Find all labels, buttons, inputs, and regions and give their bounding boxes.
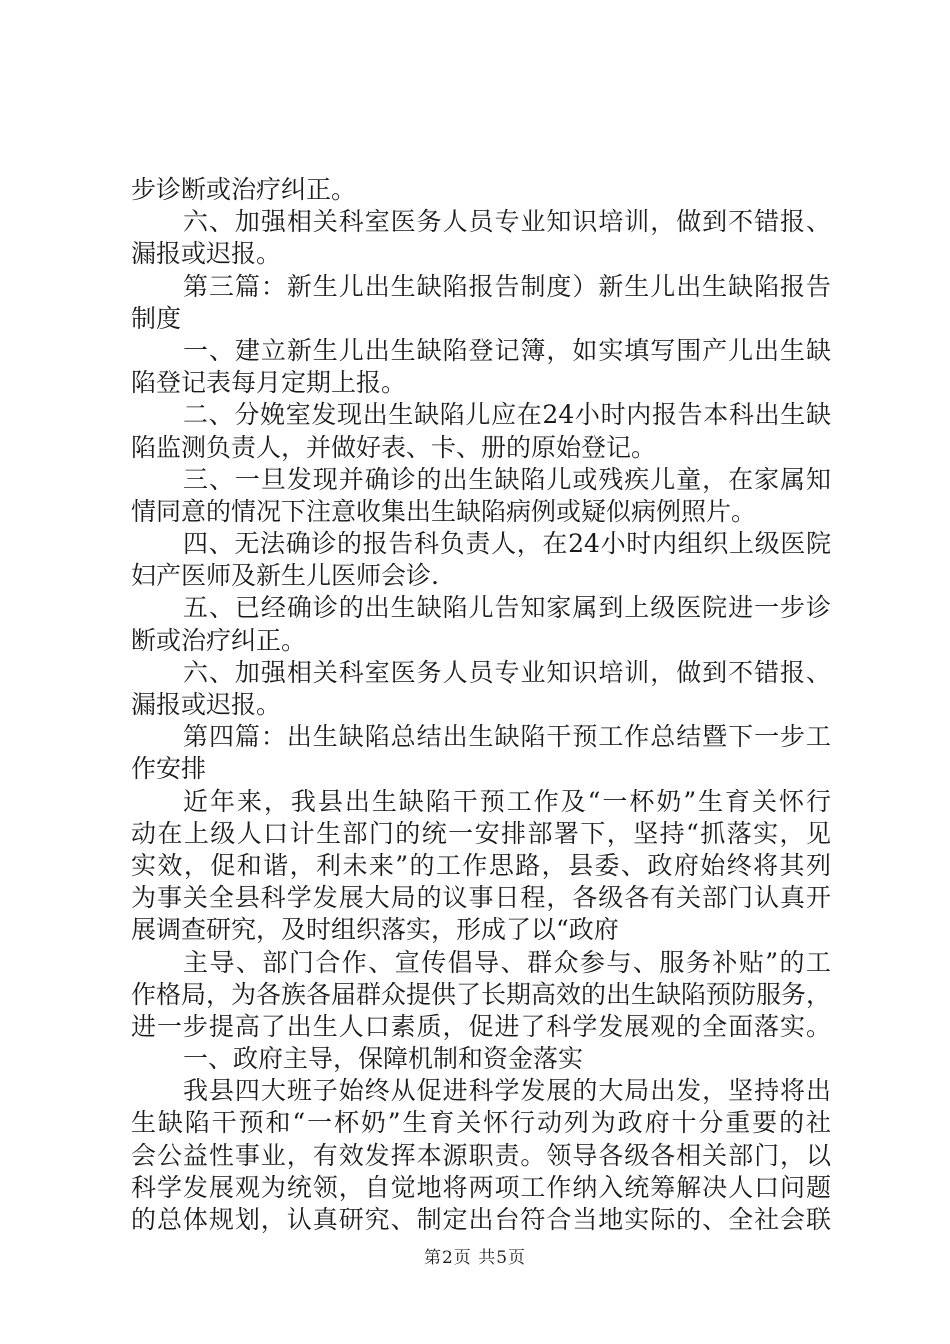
text-line: 三、一旦发现并确诊的出生缺陷儿或残疾儿童，在家属知 xyxy=(183,464,831,494)
text-line: 作格局，为各族各届群众提供了长期高效的出生缺陷预防服务， xyxy=(131,979,832,1009)
text-line: 情同意的情况下注意收集出生缺陷病例或疑似病例照片。 xyxy=(131,496,757,526)
text-line: 五、已经确诊的出生缺陷儿告知家属到上级医院进一步诊 xyxy=(183,593,831,623)
text-line: 制度 xyxy=(131,303,182,333)
text-line: 陷登记表每月定期上报。 xyxy=(131,368,407,398)
text-line: 为事关全县科学发展大局的议事日程，各级各有关部门认真开 xyxy=(131,883,831,913)
text-line: 二、分娩室发现出生缺陷儿应在24小时内报告本科出生缺 xyxy=(183,400,831,430)
text-line: 进一步提高了出生人口素质，促进了科学发展观的全面落实。 xyxy=(131,1011,831,1041)
text-line: 会公益性事业，有效发挥本源职责。领导各级各相关部门，以 xyxy=(131,1140,831,1170)
text-line: 六、加强相关科室医务人员专业知识培训，做到不错报、 xyxy=(183,657,831,687)
text-line: 一、建立新生儿出生缺陷登记簿，如实填写围产儿出生缺 xyxy=(183,335,831,365)
text-line: 第三篇：新生儿出生缺陷报告制度）新生儿出生缺陷报告 xyxy=(183,271,831,301)
text-line: 主导、部门合作、宣传倡导、群众参与、服务补贴”的工 xyxy=(183,947,831,977)
text-line: 漏报或迟报。 xyxy=(131,239,282,269)
text-line: 作安排 xyxy=(131,754,207,784)
page-number: 第2页 共5页 xyxy=(423,1248,527,1268)
text-line: 实效，促和谐，利未来”的工作思路，县委、政府始终将其列 xyxy=(131,850,831,880)
page-footer xyxy=(0,1243,950,1268)
text-line: 的总体规划，认真研究、制定出台符合当地实际的、全社会联 xyxy=(131,1205,831,1234)
text-line: 科学发展观为统领，自觉地将两项工作纳入统筹解决人口问题 xyxy=(131,1172,831,1202)
text-line: 漏报或迟报。 xyxy=(131,690,282,719)
text-line: 第四篇：出生缺陷总结出生缺陷干预工作总结暨下一步工 xyxy=(183,722,831,752)
document-body xyxy=(131,174,831,1236)
text-line: 动在上级人口计生部门的统一安排部署下，坚持“抓落实，见 xyxy=(131,818,831,848)
text-line: 六、加强相关科室医务人员专业知识培训，做到不错报、 xyxy=(183,207,831,237)
text-line: 步诊断或治疗纠正。 xyxy=(131,175,357,204)
text-line: 展调查研究，及时组织落实，形成了以“政府 xyxy=(131,915,619,945)
text-line: 我县四大班子始终从促进科学发展的大局出发，坚持将出 xyxy=(183,1076,831,1106)
text-line: 四、无法确诊的报告科负责人，在24小时内组织上级医院 xyxy=(183,529,831,559)
text-line: 近年来，我县出生缺陷干预工作及“一杯奶”生育关怀行 xyxy=(183,786,831,816)
text-line: 妇产医师及新生儿医师会诊. xyxy=(131,561,439,591)
text-line: 生缺陷干预和“一杯奶”生育关怀行动列为政府十分重要的社 xyxy=(131,1108,831,1138)
text-line: 断或治疗纠正。 xyxy=(131,625,307,655)
text-line: 陷监测负责人，并做好表、卡、册的原始登记。 xyxy=(131,432,657,462)
text-line: 一、政府主导，保障机制和资金落实 xyxy=(183,1044,584,1074)
